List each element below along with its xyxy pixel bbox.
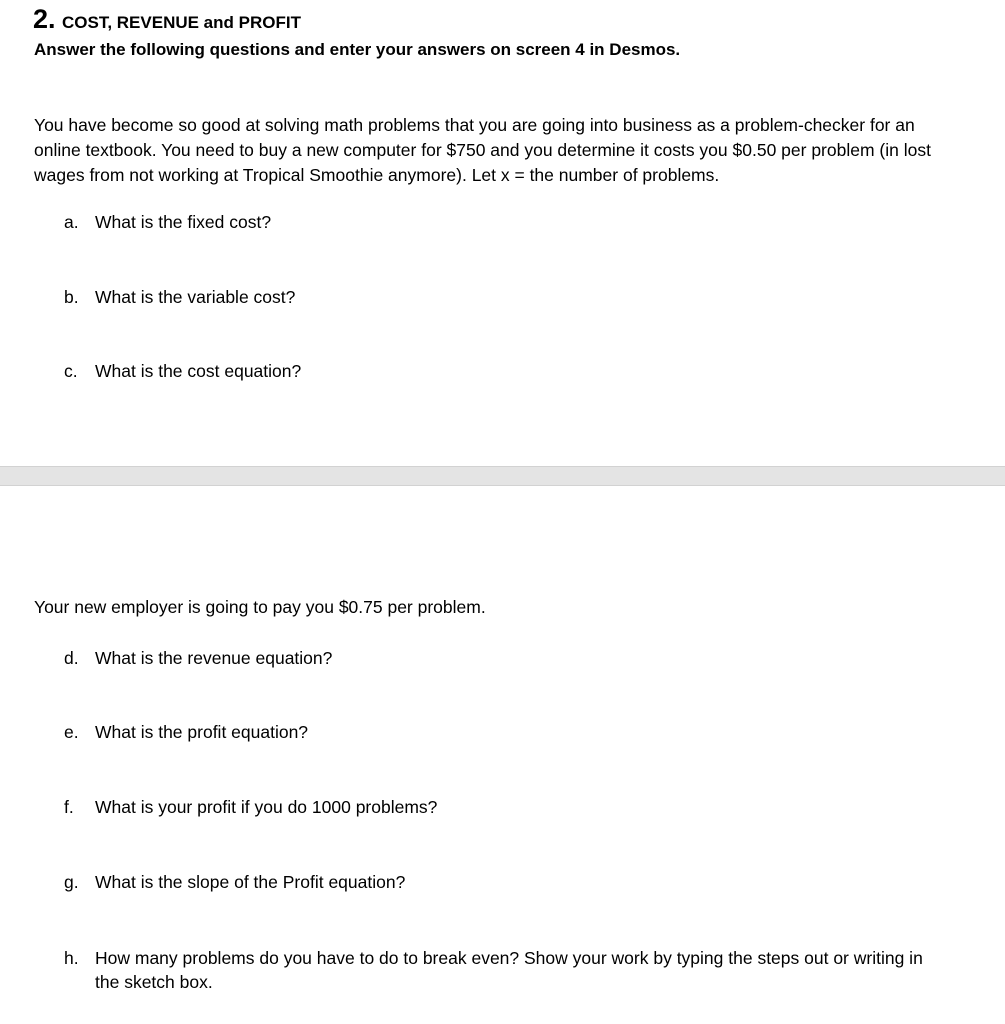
question-letter: b. [64, 287, 79, 307]
instructions: Answer the following questions and enter your answers on screen 4 in Desmos. [34, 40, 681, 59]
problem-statement: You have become so good at solving math problems that you are going into business as a problem-checker for an online textbook. You need to buy a new computer for $750 and you determine it costs you $0.50 per problem (in lost wages from not working at Tropical Smoothie anymore). Let x = the number of problems. [34, 115, 931, 185]
question-text: What is the slope of the Profit equation? [95, 872, 406, 892]
question-b [64, 285, 944, 309]
question-letter: h. [64, 948, 79, 968]
question-h [64, 946, 944, 994]
question-text: What is the profit equation? [95, 722, 309, 742]
question-letter: g. [64, 872, 79, 892]
page-two [0, 486, 1005, 1024]
question-letter: c. [64, 361, 78, 381]
question-d [64, 646, 944, 670]
section-number: 2. [33, 4, 56, 34]
question-text: What is the fixed cost? [95, 212, 272, 232]
section-heading [33, 4, 301, 35]
question-a [64, 210, 944, 234]
question-text: What is the variable cost? [95, 287, 296, 307]
question-c [64, 359, 944, 383]
question-e [64, 720, 944, 744]
question-g [64, 870, 944, 894]
question-text: What is the cost equation? [95, 361, 302, 381]
page-break [0, 466, 1005, 486]
employer-statement: Your new employer is going to pay you $0.75 per problem. [34, 597, 486, 617]
question-letter: a. [64, 212, 79, 232]
question-text: What is the revenue equation? [95, 648, 333, 668]
question-text: How many problems do you have to do to break even? Show your work by typing the steps out or writing in the sketch box. [95, 948, 923, 992]
question-f [64, 795, 944, 819]
question-letter: e. [64, 722, 79, 742]
section-title: COST, REVENUE and PROFIT [61, 13, 301, 32]
question-text: What is your profit if you do 1000 problems? [95, 797, 438, 817]
question-letter: f. [64, 797, 74, 817]
question-letter: d. [64, 648, 79, 668]
